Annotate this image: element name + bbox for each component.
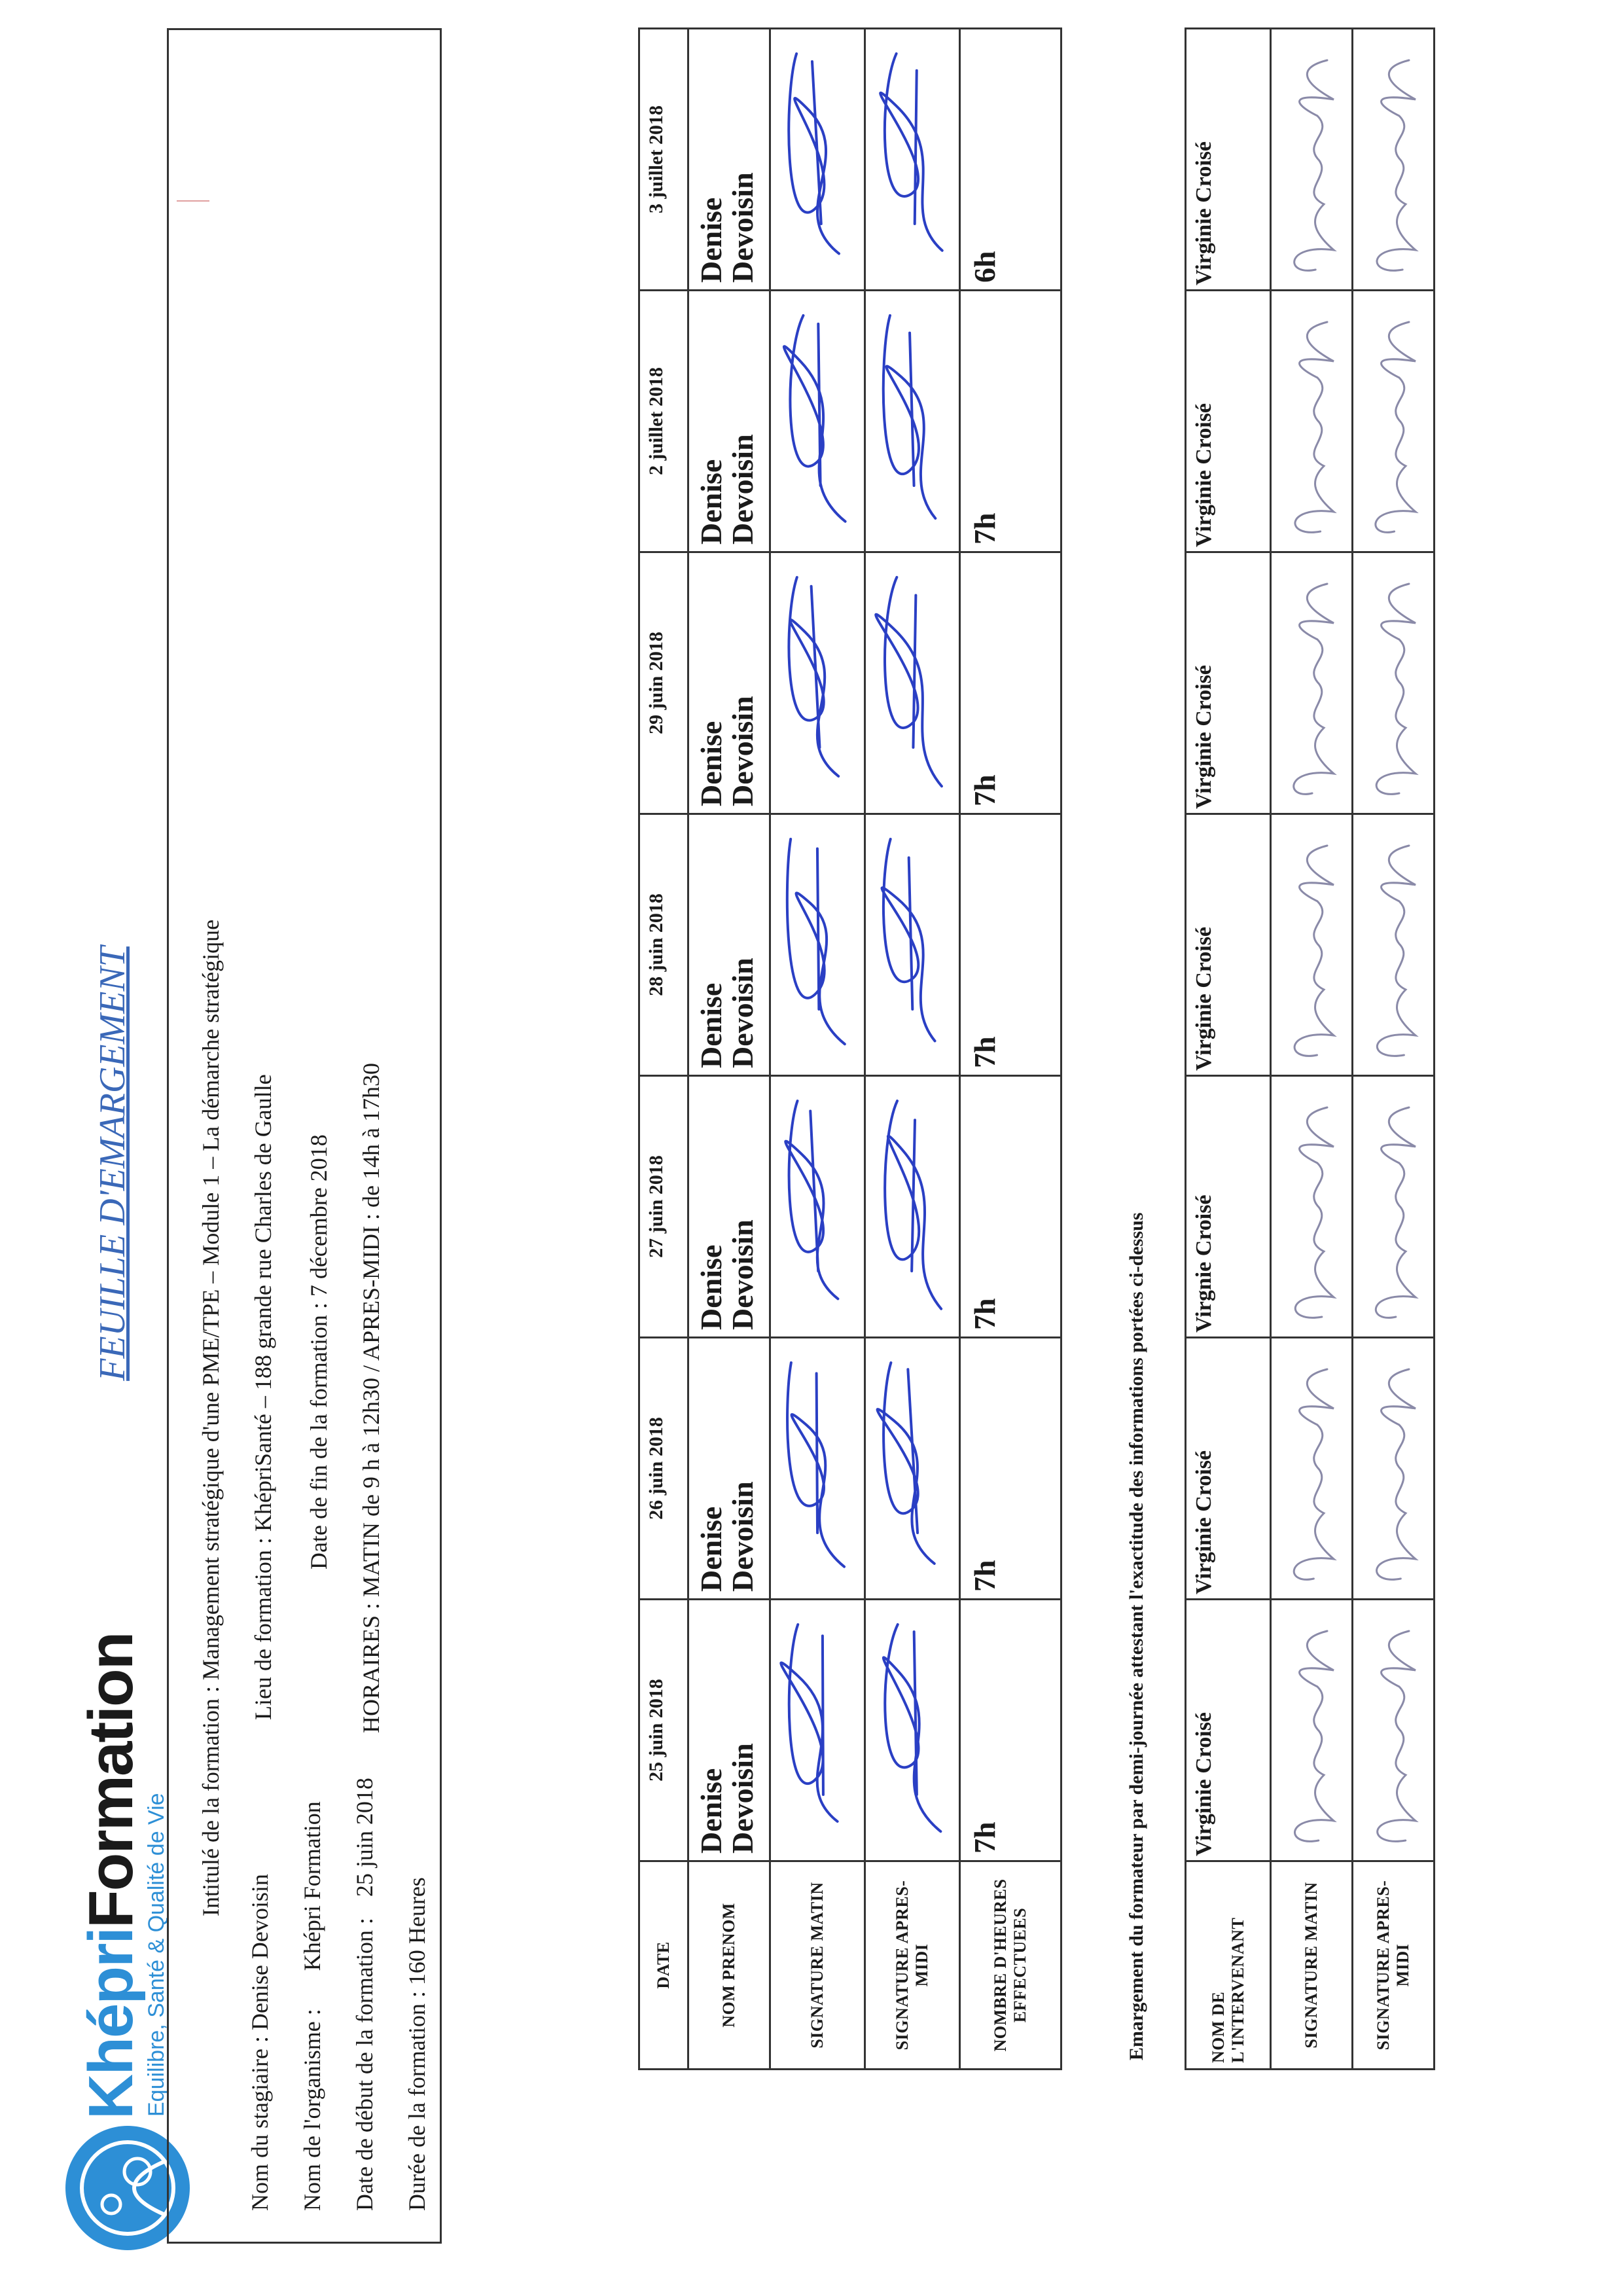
student-signature [771,1343,863,1598]
first-name: Denise [694,1244,728,1330]
trainer-signature-cell [1271,1600,1353,1861]
student-name-cell [688,814,770,1076]
student-signature-cell [865,814,960,1076]
last-name: Devoisin [726,172,759,283]
student-signature [866,1081,957,1336]
hours-cell: 7h [960,1600,1061,1861]
student-signature-cell [770,29,865,291]
hours-label: NOMBRE D'HEURES EFFECTUEES [960,1861,1061,2070]
student-signature-cell [770,1600,865,1861]
date-cell: 3 juillet 2018 [639,29,688,291]
signature-matin-row [770,29,865,2070]
student-name-cell [688,1600,770,1861]
lieu-line: Lieu de formation : KhépriSanté – 188 grande rue Charles de Gaulle [250,1074,276,1720]
trainer-name-cell: Virginie Croisé [1186,1600,1271,1861]
hours-cell: 7h [960,1076,1061,1338]
sig-matin-label: SIGNATURE MATIN [770,1861,865,2070]
trainer-signature-cell [1353,1076,1435,1338]
brand-part2: Formation [76,1632,146,1928]
student-signature-cell [865,552,960,814]
trainer-signature-cell [1353,291,1435,552]
student-signature-cell [770,814,865,1076]
brand-part1: Khépri [76,1928,146,2119]
student-signature-cell [865,1076,960,1338]
student-signature [866,558,957,813]
trainer-signature [1353,1605,1432,1860]
trainer-signature [1353,558,1432,813]
organisme-value: Khépri Formation [299,1801,325,1971]
last-name: Devoisin [726,696,759,806]
date-label: DATE [639,1861,688,2070]
trainer-signature-aprem-row [1353,29,1435,2070]
last-name: Devoisin [726,958,759,1068]
date-row [639,29,688,2070]
student-name-cell [688,552,770,814]
first-name: Denise [694,721,728,806]
trainer-sig-aprem-label: SIGNATURE APRES-MIDI [1353,1861,1435,2070]
horaires-line: HORAIRES : MATIN de 9 h à 12h30 / APRES-MIDI : de 14h à 17h30 [358,1063,384,1733]
date-cell: 26 juin 2018 [639,1338,688,1600]
trainer-table [1185,27,1435,2070]
hours-row [960,29,1061,2070]
student-signature [771,296,863,551]
trainer-signature [1272,34,1350,289]
student-signature-cell [770,552,865,814]
trainer-signature-cell [1271,1338,1353,1600]
student-signature [866,1605,957,1860]
trainer-caption: Emargement du formateur par demi-journée attestant l'exactitude des informations portées ci-dessus [1126,1212,1147,2060]
student-signature [771,1605,863,1860]
trainer-signature-cell [1353,1600,1435,1861]
hours-cell: 7h [960,552,1061,814]
date-cell: 28 juin 2018 [639,814,688,1076]
hours-cell: 6h [960,29,1061,291]
student-signature [771,558,863,813]
student-signature [866,296,957,551]
hours-cell: 7h [960,1338,1061,1600]
trainer-name-row [1186,29,1271,2070]
trainer-signature [1353,1343,1432,1598]
intitule-line: Intitulé de la formation : Management stratégique d'une PME/TPE – Module 1 – La démarche stratégique [198,919,224,1916]
attendance-table [638,27,1062,2070]
name-row [688,29,770,2070]
student-signature [771,1081,863,1336]
trainer-signature [1353,34,1432,289]
student-name-cell [688,29,770,291]
trainer-signature [1272,296,1350,551]
trainer-name-cell: Virginie Croisé [1186,814,1271,1076]
trainer-name-cell: Virginie Croisé [1186,29,1271,291]
date-cell: 27 juin 2018 [639,1076,688,1338]
student-signature [866,34,957,289]
student-signature-cell [865,1338,960,1600]
last-name: Devoisin [726,1219,759,1330]
hours-cell: 7h [960,814,1061,1076]
duree-line: Durée de la formation : 160 Heures [404,1877,430,2211]
stagiaire-line: Nom du stagiaire : Denise Devoisin [247,1874,273,2211]
first-name: Denise [694,1506,728,1592]
trainer-signature [1272,558,1350,813]
trainer-signature-cell [1353,29,1435,291]
name-label: NOM PRENOM [688,1861,770,2070]
organisme-line [298,1801,327,2211]
trainer-signature-cell [1271,291,1353,552]
date-cell: 25 juin 2018 [639,1600,688,1861]
date-fin-line: Date de fin de la formation : 7 décembre 2018 [306,1134,332,1570]
trainer-signature-cell [1271,1076,1353,1338]
organisme-label: Nom de l'organisme : [299,2009,325,2211]
signature-aprem-row [865,29,960,2070]
first-name: Denise [694,1768,728,1854]
trainer-signature-cell [1271,552,1353,814]
first-name: Denise [694,982,728,1068]
student-signature-cell [865,1600,960,1861]
trainer-signature [1353,1081,1432,1336]
trainer-signature-cell [1271,814,1353,1076]
student-signature [866,1343,957,1598]
trainer-signature [1272,1343,1350,1598]
hours-cell: 7h [960,291,1061,552]
trainer-name-cell: Virginie Croisé [1186,291,1271,552]
trainer-signature-cell [1353,814,1435,1076]
last-name: Devoisin [726,434,759,545]
student-name-cell [688,291,770,552]
student-signature-cell [865,291,960,552]
student-signature-cell [865,29,960,291]
date-debut-label: Date de début de la formation : [351,1918,378,2211]
student-signature [771,819,863,1075]
trainer-name-cell: Virgnie Croisé [1186,1076,1271,1338]
trainer-signature-matin-row [1271,29,1353,2070]
trainer-signature [1353,819,1432,1075]
student-signature-cell [770,1338,865,1600]
trainer-signature [1353,296,1432,551]
first-name: Denise [694,459,728,545]
trainer-signature-cell [1353,552,1435,814]
trainer-name-cell: Virginie Croisé [1186,1338,1271,1600]
student-signature-cell [770,1076,865,1338]
date-debut-value: 25 juin 2018 [351,1778,378,1897]
trainer-signature-cell [1353,1338,1435,1600]
sig-aprem-label: SIGNATURE APRES-MIDI [865,1861,960,2070]
last-name: Devoisin [726,1743,759,1854]
brand-tagline: Equilibre, Santé & Qualité de Vie [144,1793,169,2117]
trainer-signature [1272,819,1350,1075]
student-signature [866,819,957,1075]
page-title: FEUILLE D'EMARGEMENT [92,946,133,1381]
student-signature-cell [770,291,865,552]
trainer-name-label: NOM DE L'INTERVENANT [1186,1861,1271,2070]
last-name: Devoisin [726,1481,759,1592]
trainer-sig-matin-label: SIGNATURE MATIN [1271,1861,1353,2070]
margin-mark [177,200,209,202]
trainer-signature [1272,1081,1350,1336]
student-signature [771,34,863,289]
date-cell: 29 juin 2018 [639,552,688,814]
trainer-name-cell: Virginie Croisé [1186,552,1271,814]
trainer-signature [1272,1605,1350,1860]
brand-name [76,1632,146,2119]
student-name-cell [688,1076,770,1338]
first-name: Denise [694,197,728,283]
trainer-signature-cell [1271,29,1353,291]
date-cell: 2 juillet 2018 [639,291,688,552]
student-name-cell [688,1338,770,1600]
date-debut-line [350,1778,379,2211]
